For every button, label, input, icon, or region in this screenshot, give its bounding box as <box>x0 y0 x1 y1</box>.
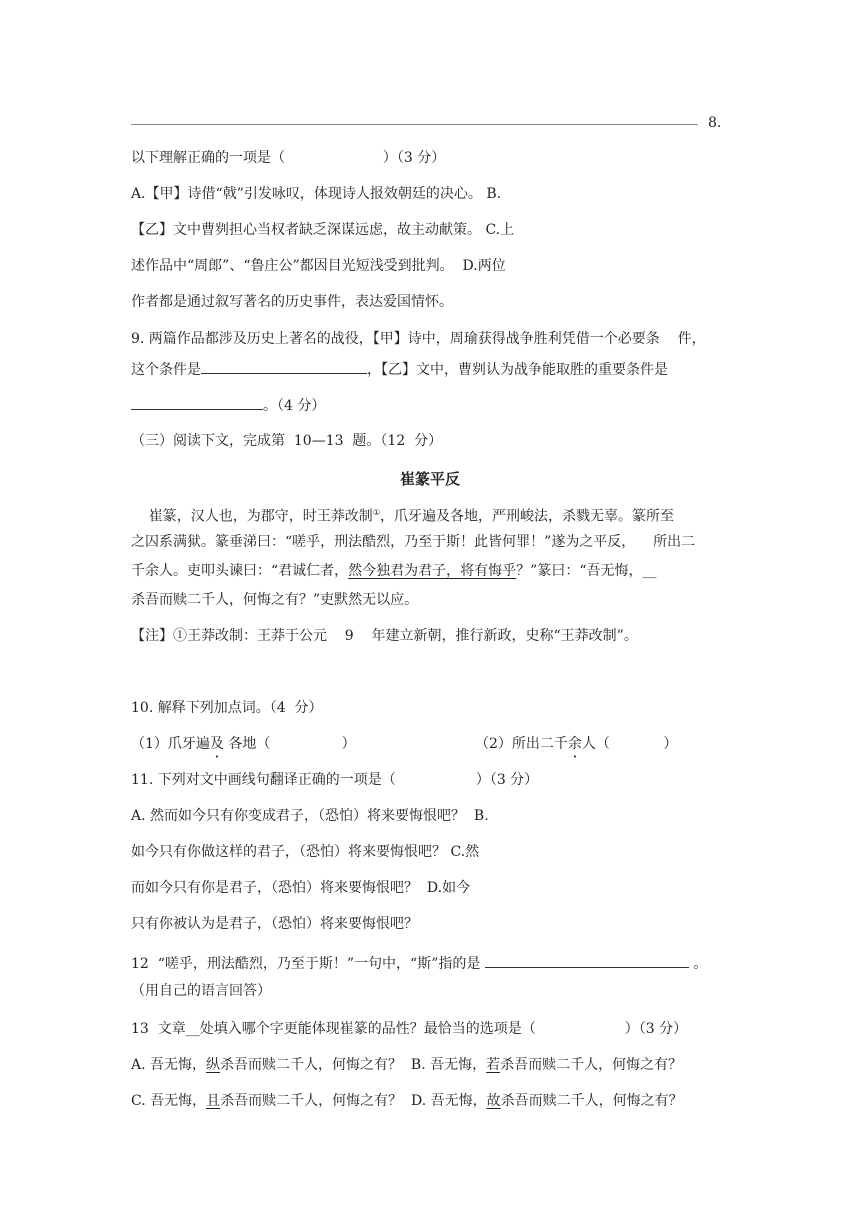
passage-blank: __ <box>642 563 657 579</box>
q12-line2: （用自己的语言回答） <box>131 983 271 999</box>
passage-note: 【注】①王莽改制：王莽于公元 9 年建立新朝，推行新政，史称“王莽改制”。 <box>131 628 638 644</box>
option-d-char: 故 <box>486 1093 501 1109</box>
q10-stem: 10. 解释下列加点词。（4 分） <box>131 700 323 716</box>
q11-line3: 而如今只有你是君子，（恐怕）将来要悔恨吧？ D.如今 <box>131 880 471 896</box>
q8-option-d: 作者都是通过叙写著名的历史事件，表达爱国情怀。 <box>131 294 453 310</box>
q8-option-c: 述作品中“周郎”、“鲁庄公”都因目光短浅受到批判。 D.两位 <box>131 258 506 274</box>
q9-line3: 。（4 分） <box>131 395 325 416</box>
dotted-char-yu: 余 <box>567 736 582 752</box>
q9-line2: 这个条件是 ，【乙】文中，曹刿认为战争能取胜的重要条件是 <box>131 359 668 380</box>
underlined-sentence: 然今独君为君子，将有悔乎 <box>348 563 517 579</box>
q9-line1: 9. 两篇作品都涉及历史上著名的战役，【甲】诗中，周瑜获得战争胜利凭借一个必要条 件， <box>131 331 706 347</box>
passage-line4: 杀吾而赎二千人，何悔之有？”吏默然无以应。 <box>131 592 419 608</box>
q12-number: 12 <box>131 956 149 972</box>
q11-line2: 如今只有你做这样的君子，（恐怕）将来要悔恨吧？ C.然 <box>131 844 480 860</box>
passage-line1: 崔篆，汉人也，为郡守，时王莽改制①，爪牙遍及各地，严刑峻法，杀戮无辜。篆所至 <box>131 508 674 525</box>
q8-number: 8. <box>708 115 722 131</box>
passage-title: 崔篆平反 <box>399 470 460 488</box>
option-c-char: 且 <box>206 1093 221 1109</box>
q8-option-a: A.【甲】诗借“戟”引发咏叹，体现诗人报效朝廷的决心。 B. <box>131 186 502 202</box>
q9-blank-1[interactable] <box>201 359 367 374</box>
answer-line-q7 <box>131 124 698 125</box>
q11-stem: 11. 下列对文中画线句翻译正确的一项是（ ）（3 分） <box>131 772 539 788</box>
q8-option-b: 【乙】文中曹刿担心当权者缺乏深谋远虑，故主动献策。 C.上 <box>131 222 515 238</box>
option-b-char: 若 <box>486 1057 501 1073</box>
q8-stem: 以下理解正确的一项是（ ）（3 分） <box>131 150 446 166</box>
footnote-marker: ① <box>372 508 380 517</box>
section3-heading: （三）阅读下文，完成第 10—13 题。（12 分） <box>131 433 443 449</box>
q10-item2: （2）所出二千余人（ ） <box>475 736 678 752</box>
q11-line1: A. 然而如今只有你变成君子，（恐怕）将来要悔恨吧？ B. <box>131 808 489 824</box>
q10-item1: （1）爪牙遍及 各地（ ） <box>131 736 356 752</box>
passage-line3: 千余人。吏叩头谏曰：“君诚仁者，然今独君为君子，将有悔乎？”篆曰：“吾无悔，__ <box>131 563 657 579</box>
option-a-char: 纵 <box>206 1057 221 1073</box>
q13-stem: 13 文章__处填入哪个字更能体现崔篆的品性？最恰当的选项是（ ）（3 分） <box>131 1021 688 1037</box>
q13-options-cd: C. 吾无悔，且杀吾而赎二千人，何悔之有？ D. 吾无悔，故杀吾而赎二千人，何悔之有？ <box>131 1093 683 1109</box>
q9-blank-2[interactable] <box>131 395 263 410</box>
q12-blank[interactable] <box>485 953 689 968</box>
passage-line2: 之囚系满狱。篆垂涕曰：“嗟乎，刑法酷烈，乃至于斯！此皆何罪！”遂为之平反， 所出二 <box>131 534 696 550</box>
dotted-char-ji: 及 <box>209 736 224 752</box>
q13-options-ab: A. 吾无悔，纵杀吾而赎二千人，何悔之有？ B. 吾无悔，若杀吾而赎二千人，何悔之有？ <box>131 1057 683 1073</box>
q13-number: 13 <box>131 1021 149 1037</box>
q12-line1: 12 “嗟乎，刑法酷烈，乃至于斯！”一句中，“斯”指的是 。 <box>131 953 707 974</box>
q11-line4: 只有你被认为是君子，（恐怕）将来要悔恨吧？ <box>131 916 418 932</box>
